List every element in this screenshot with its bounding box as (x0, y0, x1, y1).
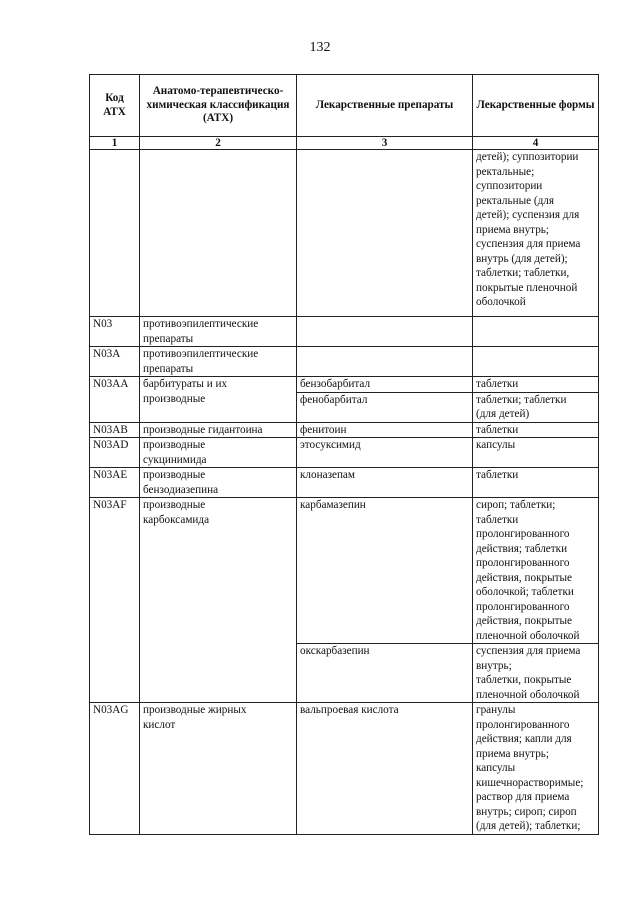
table-row (90, 438, 599, 468)
forms-cell: таблетки; таблетки (для детей) (473, 392, 599, 422)
drug-cell: фенитоин (297, 422, 473, 438)
column-number-row (90, 137, 599, 150)
table-row (90, 468, 599, 498)
table-row (90, 703, 599, 835)
column-number: 2 (140, 137, 297, 150)
drug-cell (297, 317, 473, 347)
column-number: 3 (297, 137, 473, 150)
forms-cell: суспензия для приема внутрь; таблетки, покрытые пленочной оболочкой (473, 644, 599, 703)
header-atc-classification: Анатомо-терапевтическо-химическая классификация (АТХ) (140, 75, 297, 137)
drug-cell (297, 150, 473, 317)
classification-cell: производные гидантоина (140, 422, 297, 438)
table-header-row (90, 75, 599, 137)
header-atc-code: Код АТХ (90, 75, 140, 137)
table-row (90, 377, 599, 393)
drug-cell: этосуксимид (297, 438, 473, 468)
header-drugs: Лекарственные препараты (297, 75, 473, 137)
code-cell: N03AA (90, 377, 140, 423)
code-cell: N03AB (90, 422, 140, 438)
table-row (90, 422, 599, 438)
drug-cell: фенобарбитал (297, 392, 473, 422)
forms-cell: капсулы (473, 438, 599, 468)
table-row (90, 498, 599, 644)
drug-cell: вальпроевая кислота (297, 703, 473, 835)
atc-drug-table (89, 74, 599, 835)
classification-cell: противоэпилептические препараты (140, 317, 297, 347)
classification-cell: производные бензодиазепина (140, 468, 297, 498)
code-cell: N03AG (90, 703, 140, 835)
table-row (90, 150, 599, 317)
column-number: 4 (473, 137, 599, 150)
forms-cell: гранулы пролонгированного действия; капли для приема внутрь; капсулы кишечнорастворимые; раствор для приема внутрь; сироп; сироп (для детей); таблетки; (473, 703, 599, 835)
drug-cell: карбамазепин (297, 498, 473, 644)
forms-cell: таблетки (473, 377, 599, 393)
classification-cell: противоэпилептические препараты (140, 347, 297, 377)
table-row (90, 347, 599, 377)
forms-cell: таблетки (473, 468, 599, 498)
classification-cell: производные жирных кислот (140, 703, 297, 835)
classification-cell: производные сукцинимида (140, 438, 297, 468)
table-row (90, 317, 599, 347)
page-number: 132 (309, 40, 331, 55)
drug-cell (297, 347, 473, 377)
classification-cell (140, 150, 297, 317)
code-cell: N03A (90, 347, 140, 377)
code-cell: N03 (90, 317, 140, 347)
header-dosage-forms: Лекарственные формы (473, 75, 599, 137)
code-cell: N03AD (90, 438, 140, 468)
forms-cell: таблетки (473, 422, 599, 438)
forms-cell: детей); суппозитории ректальные; суппозитории ректальные (для детей); суспензия для приема внутрь; суспензия для приема внутрь (для детей); таблетки; таблетки, покрытые пленочной оболочкой (473, 150, 599, 317)
column-number: 1 (90, 137, 140, 150)
classification-cell: производные карбоксамида (140, 498, 297, 703)
forms-cell (473, 317, 599, 347)
code-cell: N03AE (90, 468, 140, 498)
code-cell (90, 150, 140, 317)
classification-cell: барбитураты и их производные (140, 377, 297, 423)
drug-cell: клоназепам (297, 468, 473, 498)
drug-cell: бензобарбитал (297, 377, 473, 393)
forms-cell: сироп; таблетки; таблетки пролонгированного действия; таблетки пролонгированного действия, покрытые оболочкой; таблетки пролонгированного действия, покрытые пленочной оболочкой (473, 498, 599, 644)
drug-cell: окскарбазепин (297, 644, 473, 703)
forms-cell (473, 347, 599, 377)
code-cell: N03AF (90, 498, 140, 703)
